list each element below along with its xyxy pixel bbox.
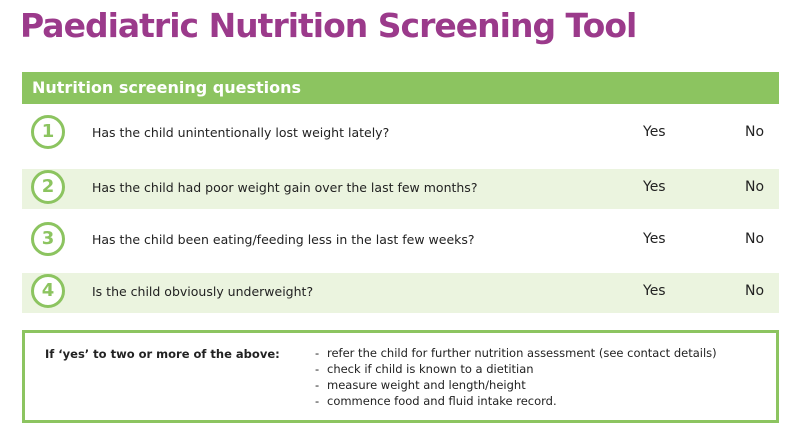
no-option[interactable]: No — [745, 231, 765, 247]
question-number: 2 — [41, 176, 55, 197]
question-number-circle — [31, 222, 65, 256]
question-number-circle — [31, 274, 65, 308]
question-number-circle — [31, 170, 65, 204]
no-option[interactable]: No — [745, 124, 765, 140]
question-text: Is the child obviously underweight? — [92, 284, 314, 299]
question-number: 1 — [41, 121, 55, 142]
question-number: 4 — [41, 280, 55, 301]
no-option[interactable]: No — [745, 283, 765, 299]
action-step: - check if child is known to a dietitian — [315, 361, 717, 377]
question-number-circle — [31, 115, 65, 149]
question-row-4 — [22, 273, 779, 313]
question-text: Has the child unintentionally lost weight lately? — [92, 125, 390, 140]
question-text: Has the child been eating/feeding less in the last few weeks? — [92, 232, 475, 247]
section-header-bar — [22, 72, 779, 104]
yes-option[interactable]: Yes — [643, 179, 666, 195]
question-row-3 — [22, 221, 779, 261]
action-step: - measure weight and length/height — [315, 377, 717, 393]
question-number: 3 — [41, 228, 55, 249]
yes-option[interactable]: Yes — [643, 124, 666, 140]
yes-option[interactable]: Yes — [643, 283, 666, 299]
action-condition: If ‘yes’ to two or more of the above: — [45, 347, 280, 361]
page-title: Paediatric Nutrition Screening Tool — [20, 6, 637, 45]
action-box — [22, 330, 779, 423]
section-header-text: Nutrition screening questions — [32, 78, 302, 97]
yes-option[interactable]: Yes — [643, 231, 666, 247]
question-row-2 — [22, 169, 779, 209]
question-text: Has the child had poor weight gain over the last few months? — [92, 180, 478, 195]
question-row-1 — [22, 114, 779, 154]
action-steps-list — [315, 345, 717, 409]
action-step: - commence food and fluid intake record. — [315, 393, 717, 409]
action-step: - refer the child for further nutrition assessment (see contact details) — [315, 345, 717, 361]
no-option[interactable]: No — [745, 179, 765, 195]
